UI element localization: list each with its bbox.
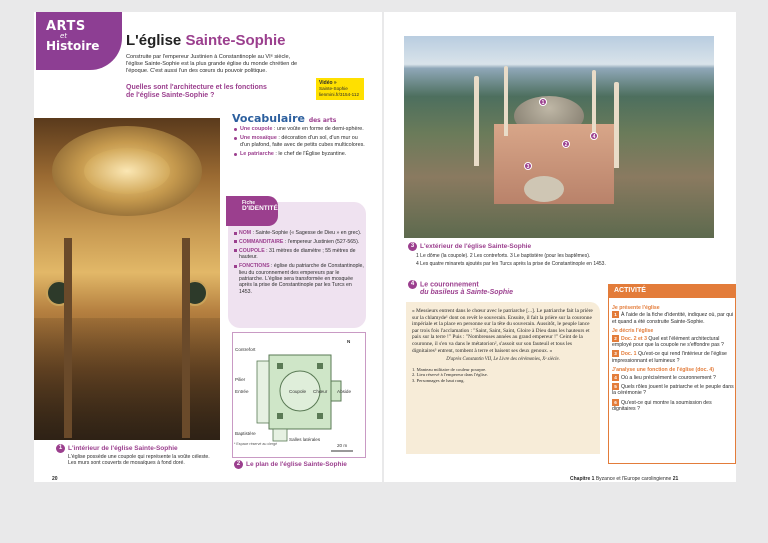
photo-marker-2: 2 [562,140,570,148]
plan-label-pilier: Pilier [235,377,246,382]
question-number: 3 [612,350,619,357]
activity-body [612,302,734,415]
interior-photo [34,118,220,440]
fiche-key: COUPOLE [239,247,265,254]
fiche-item [234,263,364,295]
fiche-small: Fiche [242,200,256,206]
doc4-source: D'après Constantin VII, Le Livre des cérémonies, Xᵉ siècle. [446,357,560,363]
plan-label-coupole: Coupole [289,389,307,394]
question-text: Où a lieu précisément le couronnement ? [621,374,716,381]
badge-line1: ARTS [46,19,86,34]
doc-number: 3 [408,242,417,251]
caption-3-title [408,242,531,251]
page-footer-right [570,476,678,482]
video-link[interactable] [316,78,364,100]
activity-header: ACTIVITÉ [608,284,736,298]
question-text: Quels rôles jouent le patriarche et le peuple dans la cérémonie ? [612,384,734,397]
fiche-identite-tab [226,196,278,226]
vocab-def: : une voûte en forme de demi-sphère. [272,126,364,132]
intro-text: Construite par l'empereur Justinien à Constantinople au VIᵉ siècle, l'église Sainte-Sophie est la plus grande église du monde chrétien de l'époque. C'est aussi l'un des cœurs du pouvoir politique. [126,54,298,74]
doc4-title-line2: du basileus à Sainte-Sophie [420,289,513,297]
chapter-title: Byzance et l'Europe carolingienne [595,476,672,482]
fiche-key: FONCTIONS [239,263,270,270]
doc-number: 1 [56,444,65,453]
church-plan [232,332,366,458]
photo-marker-4: 4 [590,132,598,140]
caption-title: L'intérieur de l'église Sainte-Sophie [68,445,178,453]
title-prefix: L'église [126,32,182,49]
vocab-term: Une mosaïque [240,135,277,141]
activity-question [612,311,734,325]
exterior-photo [404,36,714,238]
page-number-left: 20 [52,476,58,482]
question-text: Quel est l'élément architectural employé pour que la coupole ne s'effondre pas ? [612,335,724,349]
fiche-item [234,239,364,245]
doc4-note: 3. Personnages de haut rang. [412,377,465,383]
question-number: 5 [612,383,619,390]
page-title [126,32,285,49]
doc4-note: 1. Manteau militaire de couleur pourpre. [412,366,487,372]
activity-question [612,383,734,397]
fiche-key: COMMANDITAIRE [239,238,284,245]
vocab-term: Une coupole [240,126,273,132]
vocab-term: Le patriarche [240,151,274,157]
caption-2-title [234,460,347,469]
badge-line3: Histoire [46,39,100,53]
fiche-list [234,230,364,298]
arts-histoire-badge [36,12,122,70]
guiding-question: Quelles sont l'architecture et les fonctions de l'église Sainte-Sophie ? [126,84,267,100]
question-number: 2 [612,335,619,342]
fiche-key: NOM [239,230,252,236]
activity-question [612,335,734,349]
question-ref: Doc. 2 et 3 [621,335,647,342]
doc4-text: « Messieurs entrent dans le chœur avec le patriarche [...]. Le patriarche fait la prière sur la chlamyde¹ dont on revêt le souverain. Ensuite, il fait la prière sur la couronne impériale et la place en personne sur la tête du souverain. Aussitôt, le peuple lance par trois fois l'acclamation : "Saint, Saint, Saint, Gloire à Dieu dans les hauteurs et paix sur la terre !" Puis : "Nombreuses années au grand empereur !" Ceint de la couronne, il s'en va dans le métatorion², s'assoit sur son fauteuil et tous les dignitaires³ entrent, tombent à terre et baisent ses deux genoux. » [412,308,593,354]
video-line1: Sainte-Sophie [319,86,348,92]
doc4-title-line1: Le couronnement [420,281,479,289]
section-title-text: J'analyse une fonction de l'église [612,367,695,374]
vocab-def: : décoration d'un sol, d'un mur ou d'un plafond, faite avec de petits cubes multicolores. [240,135,365,148]
caption-3-line2: 4 Les quatre minarets ajoutés par les Turcs après la prise de Constantinople en 1453. [416,261,606,267]
vocab-item [234,135,366,149]
caption-title: Le plan de l'église Sainte-Sophie [246,461,347,469]
vocab-item [234,151,366,158]
doc4-title [408,280,598,297]
vocab-def: : le chef de l'Église byzantine. [273,151,347,157]
page-number-right: 21 [672,476,679,482]
right-page [384,12,736,482]
fiche-val: : église du patriarche de Constantinople, lieu du couronnement des empereurs par le patriarche. L'église sera transformée en mosquée après la prise de Constantinople par les Turcs en 1453. [239,263,364,295]
vocab-heading: Vocabulaire [232,112,305,125]
north-arrow-icon: N [347,339,351,344]
question-text: Qu'est-ce qui rend l'intérieur de l'église impressionnant et lumineux ? [612,351,727,364]
doc4-text-box [406,302,600,454]
photo-marker-1: 1 [539,98,547,106]
doc-number: 2 [234,460,243,469]
plan-label-entree: Entrée [235,389,249,394]
question-ref: Doc. 1 [621,351,637,358]
caption-3-line1: 1 Le dôme (la coupole). 2 Les contreforts. 3 Le baptistère (pour les baptêmes). [416,253,591,259]
plan-label-baptistere: Baptistère [235,431,256,436]
plan-label-abside: Abside [337,389,352,394]
activity-section-title: Je présente l'église [612,305,660,311]
doc4-note: 2. Lieu réservé à l'empereur dans l'église. [412,372,488,378]
caption-1-title [56,444,178,453]
question-number: 6 [612,399,619,406]
title-highlight: Sainte-Sophie [185,32,286,49]
vocab-title [232,112,336,125]
fiche-val: : 31 mètres de diamètre ; 55 mètres de hauteur. [239,247,356,261]
video-label: Vidéo » [319,80,337,86]
photo-marker-3: 3 [524,162,532,170]
vocab-subtitle: des arts [308,117,337,124]
activity-question [612,350,734,364]
section-ref: (doc. 4) [695,367,714,374]
question-text: À l'aide de la fiche d'identité, indiquez où, par qui et quand a été construite Sainte-Sophie. [612,312,734,325]
plan-label-contrefort: Contrefort [235,347,256,352]
question-text: Qu'est-ce qui montre la soumission des dignitaires ? [612,399,712,413]
fiche-big: D'IDENTITÉ [242,205,278,212]
doc-number: 4 [408,280,417,289]
vocab-item [234,126,366,133]
plan-label-choeur: Chœur [313,389,328,394]
plan-label-salles: Salles latérales [289,437,321,442]
activity-question [612,399,734,413]
activity-question [612,374,734,381]
fiche-val: : Sainte-Sophie (« Sagesse de Dieu » en grec). [251,230,362,236]
vocab-list [234,126,366,160]
fiche-item [234,248,364,261]
question-number: 1 [612,311,619,318]
left-page [34,12,382,482]
fiche-item [234,230,364,236]
plan-footnote: * Espace réservé au clergé [234,442,278,446]
video-line2: lienmini.fr/3154-112 [319,91,360,97]
badge-line2: et [60,32,68,40]
fiche-val: : l'empereur Justinien (527-565). [283,238,360,245]
plan-label-scale: 20 m [337,443,348,448]
caption-1-text: L'église possède une coupole qui représente la voûte céleste. Les murs sont couverts de mosaïques à fond doré. [68,454,210,467]
question-number: 4 [612,374,619,381]
activity-section-title: Je décris l'église [612,328,654,335]
caption-title: L'extérieur de l'église Sainte-Sophie [420,243,532,251]
chapter-label: Chapitre 1 [570,476,595,482]
